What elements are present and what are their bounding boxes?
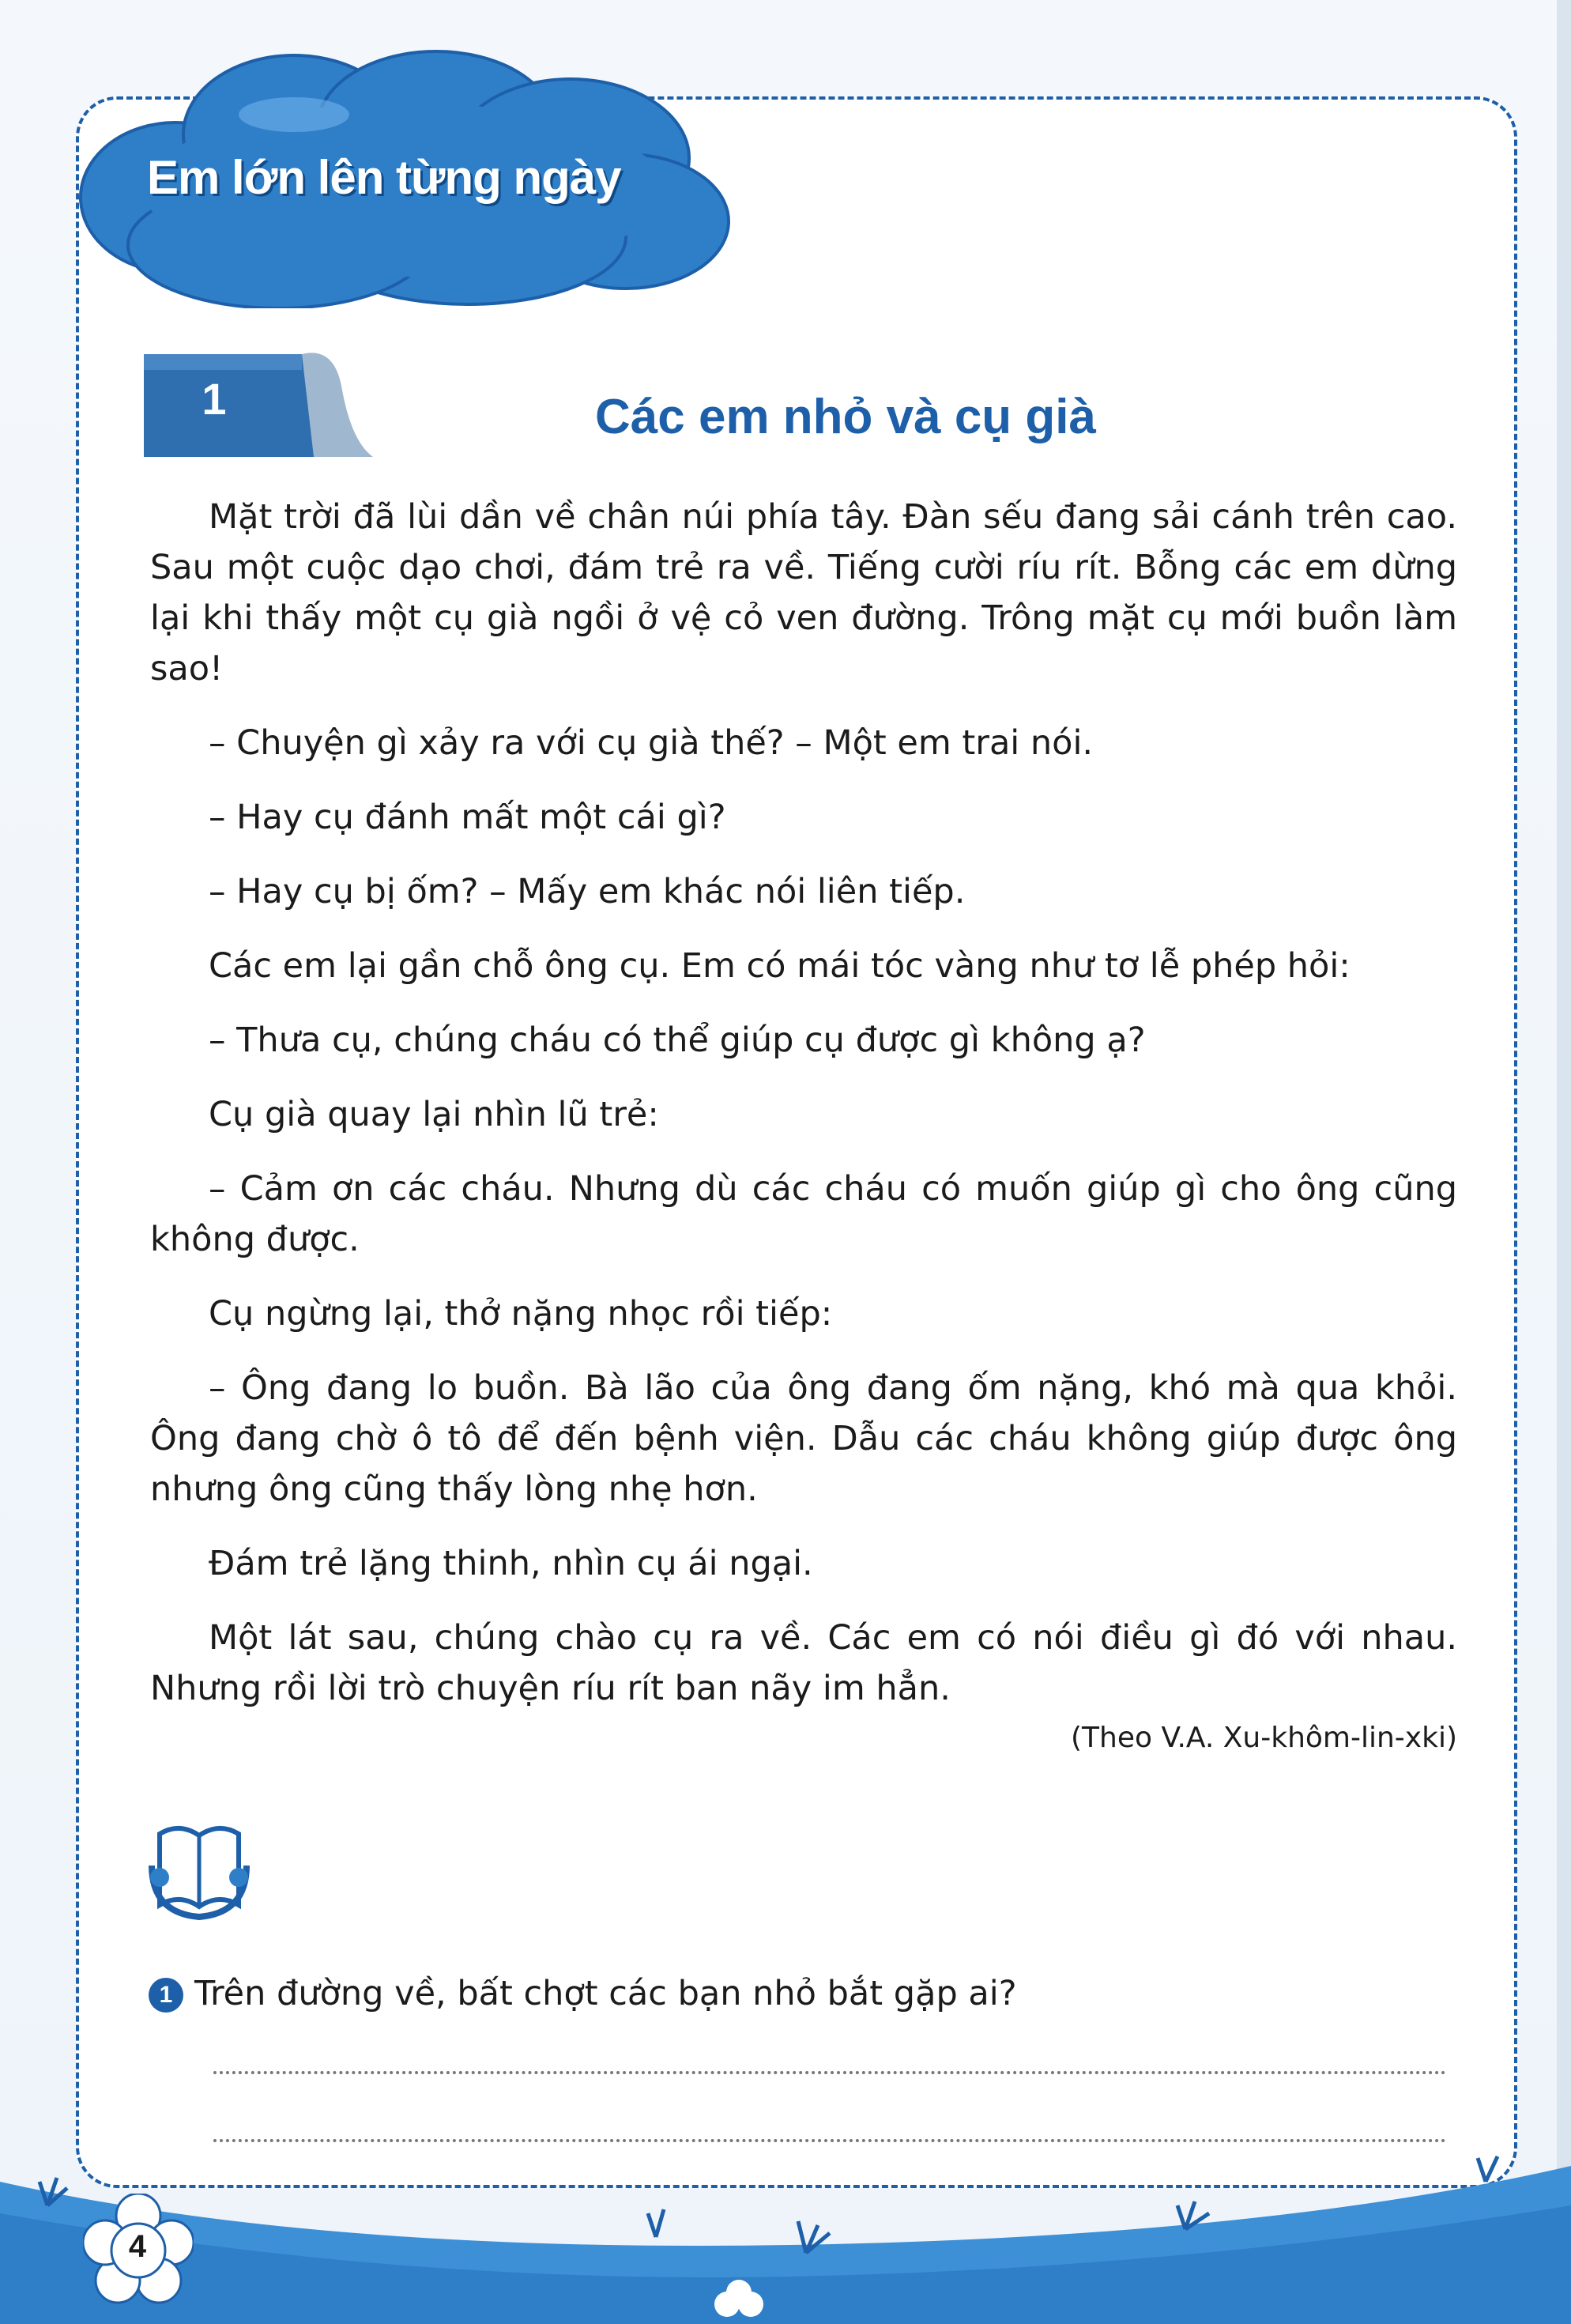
story-paragraph: – Cảm ơn các cháu. Nhưng dù các cháu có muốn giúp gì cho ông cũng không được. [150,1169,1457,1259]
story-paragraph: Cụ ngừng lại, thở nặng nhọc rồi tiếp: [209,1294,833,1334]
story-paragraph: – Hay cụ bị ốm? – Mấy em khác nói liên tiếp. [209,872,966,911]
story-paragraph: – Ông đang lo buồn. Bà lão của ông đang ốm nặng, khó mà qua khỏi. Ông đang chờ ô tô để đến bệnh viện. Dẫu các cháu không giúp được ông nhưng ông cũng thấy lòng nhẹ hơn. [150,1368,1457,1509]
section-banner-title: Em lớn lên từng ngày [147,151,621,204]
lesson-number: 1 [202,374,227,424]
story-source: (Theo V.A. Xu-khôm-lin-xki) [1070,1722,1457,1754]
story-text [150,492,1457,1737]
answer-line[interactable] [213,2071,1446,2074]
story-paragraph: Đám trẻ lặng thinh, nhìn cụ ái ngại. [209,1544,813,1583]
page-number: 4 [128,2229,147,2264]
grass-icon [0,2134,1571,2324]
story-paragraph: Các em lại gần chỗ ông cụ. Em có mái tóc vàng như tơ lễ phép hỏi: [209,946,1351,986]
question-text: Trên đường về, bất chợt các bạn nhỏ bắt gặp ai? [194,1974,1017,2013]
book-reading-icon [144,1818,254,1929]
story-paragraph: Mặt trời đã lùi dần về chân núi phía tây. Đàn sếu đang sải cánh trên cao. Sau một cuộc dạo chơi, đám trẻ ra về. Tiếng cười ríu rít. Bỗng các em dừng lại khi thấy một cụ già ngồi ở vệ cỏ ven đường. Trông mặt cụ mới buồn làm sao! [150,497,1457,689]
story-paragraph: – Chuyện gì xảy ra với cụ già thế? – Một em trai nói. [209,723,1094,763]
story-paragraph: Cụ già quay lại nhìn lũ trẻ: [209,1095,659,1134]
question-number: 1 [149,1978,183,2013]
story-paragraph: – Hay cụ đánh mất một cái gì? [209,798,726,837]
story-paragraph: – Thưa cụ, chúng cháu có thể giúp cụ được gì không ạ? [209,1021,1146,1060]
story-paragraph: Một lát sau, chúng chào cụ ra về. Các em có nói điều gì đó với nhau. Nhưng rồi lời trò chuyện ríu rít ban nãy im hẳn. [150,1618,1457,1708]
question-item [149,1971,1413,2016]
page-edge [1557,0,1571,2324]
story-title: Các em nhỏ và cụ già [595,390,1096,444]
lesson-number-badge [144,338,373,473]
